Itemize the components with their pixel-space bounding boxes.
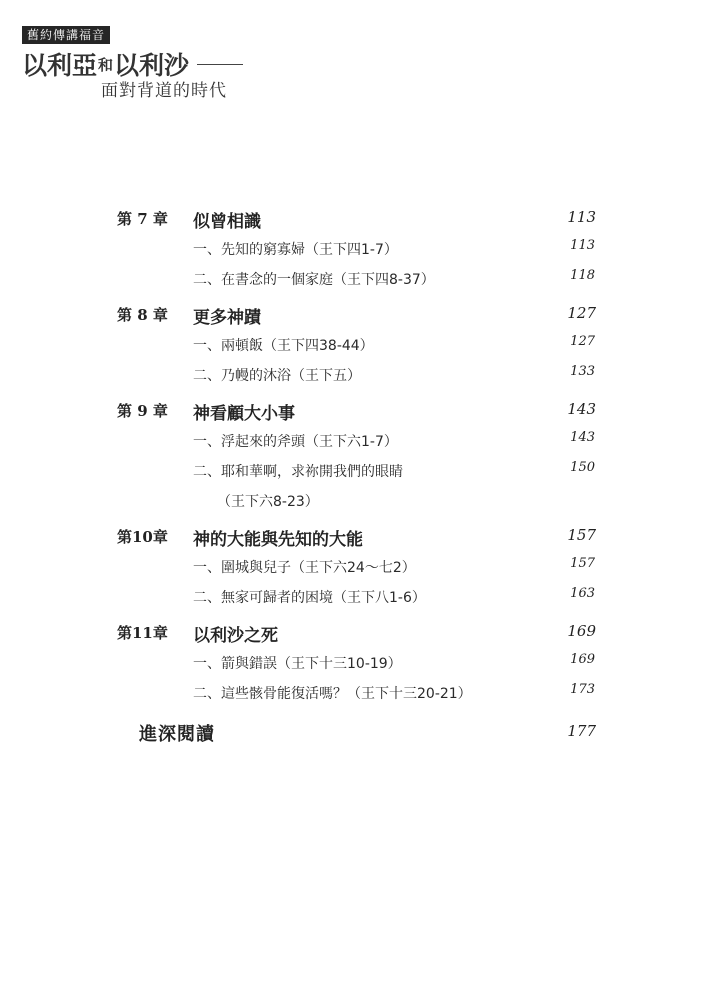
toc-section[interactable] [0,556,714,586]
page-number: 169 [567,622,596,640]
toc-section[interactable] [0,238,714,268]
chapter-title: 更多神蹟 [193,308,261,328]
section-title: 二、耶和華啊，求祢開我們的眼睛 [193,464,403,480]
page-number: 133 [570,364,595,379]
toc-chapter-10[interactable] [0,526,714,556]
page-number: 127 [570,334,595,349]
toc-chapter-9[interactable] [0,400,714,430]
toc-section[interactable] [0,586,714,616]
section-title: 二、乃幔的沐浴（王下五） [193,368,361,384]
toc-section[interactable] [0,268,714,298]
page-number: 113 [567,208,596,226]
toc-section-continuation [0,490,714,520]
toc-section[interactable] [0,682,714,712]
page-number: 177 [567,722,596,740]
section-title: 一、浮起來的斧頭（王下六1-7） [193,434,398,450]
page-number: 143 [567,400,596,418]
toc-chapter-7[interactable] [0,208,714,238]
toc-section[interactable] [0,364,714,394]
book-subtitle: 面對背道的時代 [101,81,227,101]
chapter-title: 似曾相識 [193,212,261,232]
page-number: 173 [570,682,595,697]
toc-chapter-8[interactable] [0,304,714,334]
toc-section[interactable] [0,652,714,682]
chapter-label: 第 9 章 [117,402,168,420]
page-number: 169 [570,652,595,667]
toc-chapter-11[interactable] [0,622,714,652]
section-title: 二、在書念的一個家庭（王下四8-37） [193,272,435,288]
toc-section[interactable] [0,430,714,460]
book-title-and: 和 [98,55,114,74]
page-number: 163 [570,586,595,601]
chapter-title: 神的大能與先知的大能 [193,530,363,550]
page-number: 118 [570,268,595,283]
section-title-continuation: （王下六8-23） [217,494,319,510]
section-title: 二、無家可歸者的困境（王下八1-6） [193,590,426,606]
chapter-label: 第10章 [117,528,168,546]
book-title-part2: 以利沙 [114,51,190,80]
page-number: 150 [570,460,595,475]
section-title: 一、箭與錯誤（王下十三10-19） [193,656,402,672]
book-title-part1: 以利亞 [22,51,98,80]
title-rule [197,64,243,65]
toc-section[interactable] [0,334,714,364]
series-label: 舊約傳講福音 [22,26,110,44]
section-title: 一、圍城與兒子（王下六24～七2） [193,560,416,576]
chapter-label: 第11章 [117,624,168,642]
page-number: 113 [570,238,595,253]
chapter-label: 第 7 章 [117,210,168,228]
section-title: 一、先知的窮寡婦（王下四1-7） [193,242,398,258]
chapter-title: 神看顧大小事 [193,404,295,424]
chapter-label: 第 8 章 [117,306,168,324]
page-number: 127 [567,304,596,322]
page-number: 143 [570,430,595,445]
further-reading-title: 進深閱讀 [139,724,215,745]
page-number: 157 [570,556,595,571]
toc-further-reading[interactable] [0,722,714,752]
toc-section[interactable] [0,460,714,490]
page-number: 157 [567,526,596,544]
chapter-title: 以利沙之死 [193,626,278,646]
section-title: 一、兩頓飯（王下四38-44） [193,338,374,354]
section-title: 二、這些骸骨能復活嗎？（王下十三20-21） [193,686,472,702]
